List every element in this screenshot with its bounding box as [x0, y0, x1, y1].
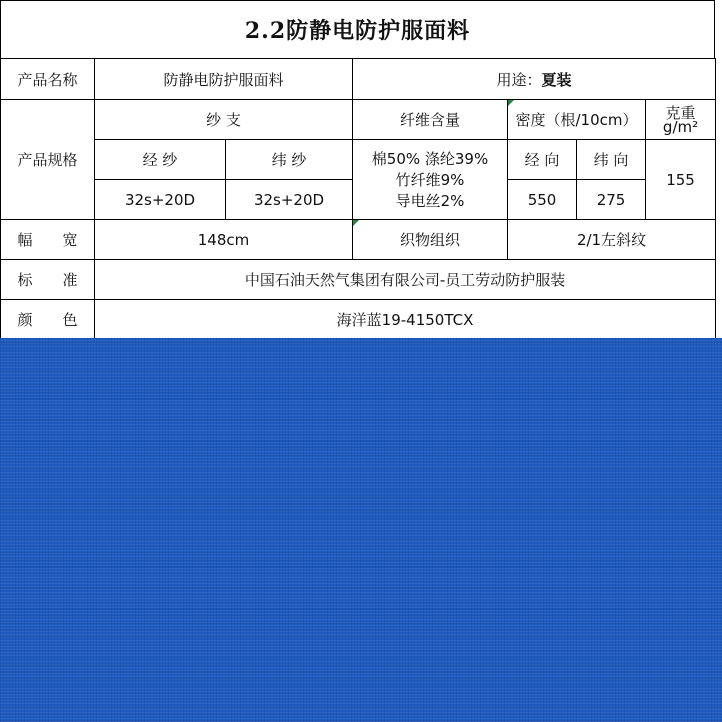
- color-label: 颜 色: [1, 300, 95, 339]
- yarn-count-label: 纱 支: [95, 100, 353, 140]
- usage-label: 用途：: [496, 70, 542, 89]
- width-value: 148cm: [95, 220, 353, 260]
- usage-cell: [353, 59, 716, 100]
- weight-label: [646, 100, 716, 140]
- density-label: 密度（根/10cm）: [508, 100, 646, 140]
- warp-yarn-label: 经 纱: [95, 140, 226, 180]
- fiber-content-label: 纤维含量: [353, 100, 508, 140]
- density-warp-label: 经 向: [508, 140, 577, 180]
- weave-label: 织物组织: [353, 220, 508, 260]
- row-width: [1, 220, 716, 260]
- standard-label: 标 准: [1, 260, 95, 300]
- width-label: 幅 宽: [1, 220, 95, 260]
- weft-yarn-value: 32s+20D: [226, 180, 353, 220]
- cell-marker-icon: [353, 220, 359, 226]
- row-standard: [1, 260, 716, 300]
- weight-value: 155: [646, 140, 716, 220]
- standard-value: 中国石油天然气集团有限公司-员工劳动防护服装: [95, 260, 716, 300]
- weight-label-line1: 克重: [665, 103, 696, 122]
- weave-value: 2/1左斜纹: [508, 220, 716, 260]
- weft-yarn-label: 纬 纱: [226, 140, 353, 180]
- fiber-line1: 棉50% 涤纶39%: [371, 150, 489, 168]
- usage-value: 夏装: [541, 70, 572, 89]
- spec-table: [0, 58, 716, 339]
- fiber-content-value: [353, 140, 508, 220]
- density-weft-label: 纬 向: [577, 140, 646, 180]
- product-name-label: 产品名称: [1, 59, 95, 100]
- sheet-title: 2.2防静电防护服面料: [0, 0, 715, 58]
- fabric-swatch-image: [0, 338, 722, 722]
- row-spec-header: [1, 100, 716, 140]
- spec-label: 产品规格: [1, 100, 95, 220]
- row-product-name: [1, 59, 716, 100]
- fiber-line2: 竹纤维9%: [395, 171, 465, 189]
- warp-yarn-value: 32s+20D: [95, 180, 226, 220]
- fiber-line3: 导电丝2%: [395, 192, 465, 210]
- weight-label-line2: g/m²: [662, 117, 699, 136]
- density-weft-value: 275: [577, 180, 646, 220]
- cell-marker-icon: [508, 100, 514, 106]
- row-spec-subheader: [1, 140, 716, 180]
- row-color: [1, 300, 716, 339]
- color-value: 海洋蓝19-4150TCX: [95, 300, 716, 339]
- density-warp-value: 550: [508, 180, 577, 220]
- product-name-value: 防静电防护服面料: [95, 59, 353, 100]
